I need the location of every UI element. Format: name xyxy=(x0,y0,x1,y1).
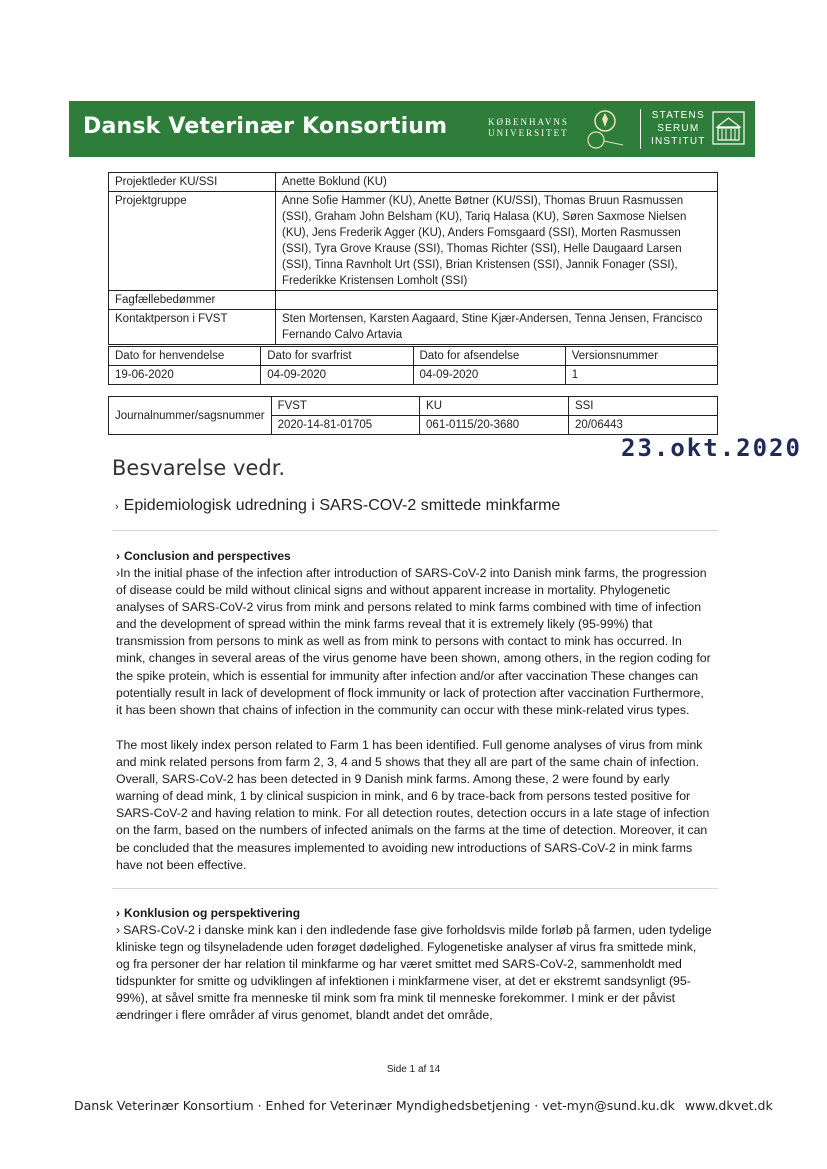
banner-divider xyxy=(640,109,641,149)
english-paragraph-1 xyxy=(116,565,712,719)
journal-fvst-value: 2020-14-81-01705 xyxy=(271,416,419,435)
english-section-title-text: Conclusion and perspectives xyxy=(124,549,291,563)
contact-person-value: Sten Mortensen, Karsten Aagaard, Stine Kjær-Andersen, Tenna Jensen, Francisco Fernando Calvo Artavia xyxy=(276,310,718,345)
english-paragraph-2: The most likely index person related to Farm 1 has been identified. Full genome analyses of virus from mink and mink related persons from farm 2, 3, 4 and 5 shows that they all are part of the same chain of infection. Overall, SARS-CoV-2 has been detected in 9 Danish mink farms. Among these, 2 were found by early warning of dead mink, 1 by clinical suspicion in mink, and 6 by trace-back from persons tested positive for SARS-CoV-2 and having relation to mink. For all detection routes, detection occurs in a late stage of infection on the farm, based on the numbers of infected animals on the farms at the time of detection. Moreover, it can be concluded that the measures implemented to avoiding new introductions of SARS-CoV-2 in mink farms have not been effective. xyxy=(116,738,710,872)
danish-paragraph xyxy=(116,922,712,1025)
divider xyxy=(112,888,718,889)
ku-line-1: KØBENHAVNS xyxy=(488,117,569,127)
bullet-arrow-icon: › xyxy=(116,566,121,580)
date-sent-value: 04-09-2020 xyxy=(413,366,565,385)
journal-table xyxy=(108,396,718,435)
subject-line xyxy=(115,497,560,515)
table-row xyxy=(109,173,718,192)
handwritten-date: 23.okt.2020 xyxy=(621,434,802,462)
table-row xyxy=(109,291,718,310)
ssi-line-2: SERUM xyxy=(657,123,700,134)
version-value: 1 xyxy=(565,366,717,385)
journal-fvst-label: FVST xyxy=(271,397,419,416)
response-heading: Besvarelse vedr. xyxy=(112,456,286,480)
footer-text: Dansk Veterinær Konsortium · Enhed for Veterinær Myndighedsbetjening · vet-myn@sund.ku.dk xyxy=(74,1098,675,1113)
danish-paragraph-text: SARS-CoV-2 i danske mink kan i den indledende fase give forholdsvis milde forløb på farmen, uden tydelige kliniske tegn og tilsyneladende uden forøget dødelighed. Fylogenetiske analyser af virus fra smittede mink, og fra personer der har relation til minkfarme og har været smittet med SARS-CoV-2, sammenholdt med tidspunkter for smitte og udviklingen af infektionen i minkfarmene viser, at det er ekstremt sandsynligt (95-99%), at såvel smitte fra menneske til mink som fra mink til menneske forekommer. I mink er der påvist ændringer i flere områder af virus genomet, blandt andet det område, xyxy=(116,923,712,1023)
dates-table xyxy=(108,346,718,385)
project-group-label: Projektgruppe xyxy=(109,192,276,291)
footer-website-link[interactable]: www.dkvet.dk xyxy=(684,1098,773,1113)
subject-text: Epidemiologisk udredning i SARS-COV-2 smittede minkfarme xyxy=(123,497,561,514)
journal-ku-value: 061-0115/20-3680 xyxy=(420,416,569,435)
consortium-title: Dansk Veterinær Konsortium xyxy=(83,114,448,139)
english-section-title xyxy=(116,549,291,563)
bullet-arrow-icon: › xyxy=(116,923,121,937)
danish-section-title-text: Konklusion og perspektivering xyxy=(124,906,301,920)
date-deadline-label: Dato for svarfrist xyxy=(261,347,413,366)
ssi-line-1: STATENS xyxy=(651,110,705,121)
date-sent-label: Dato for afsendelse xyxy=(413,347,565,366)
page-number: Side 1 af 14 xyxy=(386,1064,441,1075)
bullet-arrow-icon: › xyxy=(115,501,119,513)
ssi-building-icon xyxy=(712,111,745,145)
ssi-wordmark xyxy=(651,109,706,148)
date-inquiry-label: Dato for henvendelse xyxy=(109,347,261,366)
ku-seal-icon xyxy=(585,107,625,151)
date-inquiry-value: 19-06-2020 xyxy=(109,366,261,385)
table-row xyxy=(109,366,718,385)
date-deadline-value: 04-09-2020 xyxy=(261,366,413,385)
ssi-line-3: INSTITUT xyxy=(651,136,706,147)
ku-wordmark xyxy=(488,117,569,139)
peer-reviewer-value xyxy=(276,291,718,310)
journal-ssi-value: 20/06443 xyxy=(568,416,717,435)
version-label: Versionsnummer xyxy=(565,347,717,366)
project-group-value: Anne Sofie Hammer (KU), Anette Bøtner (KU/SSI), Thomas Bruun Rasmussen (SSI), Graham John Belsham (KU), Tariq Halasa (KU), Søren Saxmose Nielsen (KU), Jens Frederik Agger (KU), Anders Fomsgaard (SSI), Morten Rasmussen (SSI), Tyra Grove Krause (SSI), Thomas Richter (SSI), Helle Daugaard Larsen (SSI), Tinna Ravnholt Urt (SSI), Brian Kristensen (SSI), Jannik Fonager (SSI), Frederikke Kristensen Lomholt (SSI) xyxy=(276,192,718,291)
divider xyxy=(112,530,718,531)
project-table xyxy=(108,172,718,345)
peer-reviewer-label: Fagfællebedømmer xyxy=(109,291,276,310)
ku-line-2: UNIVERSITET xyxy=(488,128,569,138)
english-paragraph-1-text: In the initial phase of the infection after introduction of SARS-CoV-2 into Danish mink farms, the progression of disease could be mild without clinical signs and without apparent increase in mortality. Phylogenetic analyses of SARS-CoV-2 virus from mink and persons related to mink farms combined with time of infection and the development of spread within the mink farms reveal that it is extremely likely (95-99%) that transmission from persons to mink as well as from mink to persons with contact to mink has occurred. In mink, changes in several areas of the virus genome have been shown, among others, in the region coding for the spike protein, which is essential for immunity after infection and/or after vaccination These changes can potentially result in lack of development of flock immunity or lack of protection after vaccination Furthermore, it has been shown that chains of infection in the community can occur with these mink-related virus types. xyxy=(116,566,711,717)
header-banner xyxy=(69,101,755,157)
journal-number-label: Journalnummer/sagsnummer xyxy=(109,397,272,435)
bullet-arrow-icon: › xyxy=(116,549,120,563)
table-row xyxy=(109,347,718,366)
danish-section-title xyxy=(116,906,300,920)
table-row xyxy=(109,192,718,291)
project-leader-label: Projektleder KU/SSI xyxy=(109,173,276,192)
journal-ku-label: KU xyxy=(420,397,569,416)
project-leader-value: Anette Boklund (KU) xyxy=(276,173,718,192)
journal-ssi-label: SSI xyxy=(568,397,717,416)
table-row xyxy=(109,310,718,345)
contact-person-label: Kontaktperson i FVST xyxy=(109,310,276,345)
bullet-arrow-icon: › xyxy=(116,906,120,920)
footer xyxy=(74,1098,773,1113)
table-row xyxy=(109,397,718,416)
